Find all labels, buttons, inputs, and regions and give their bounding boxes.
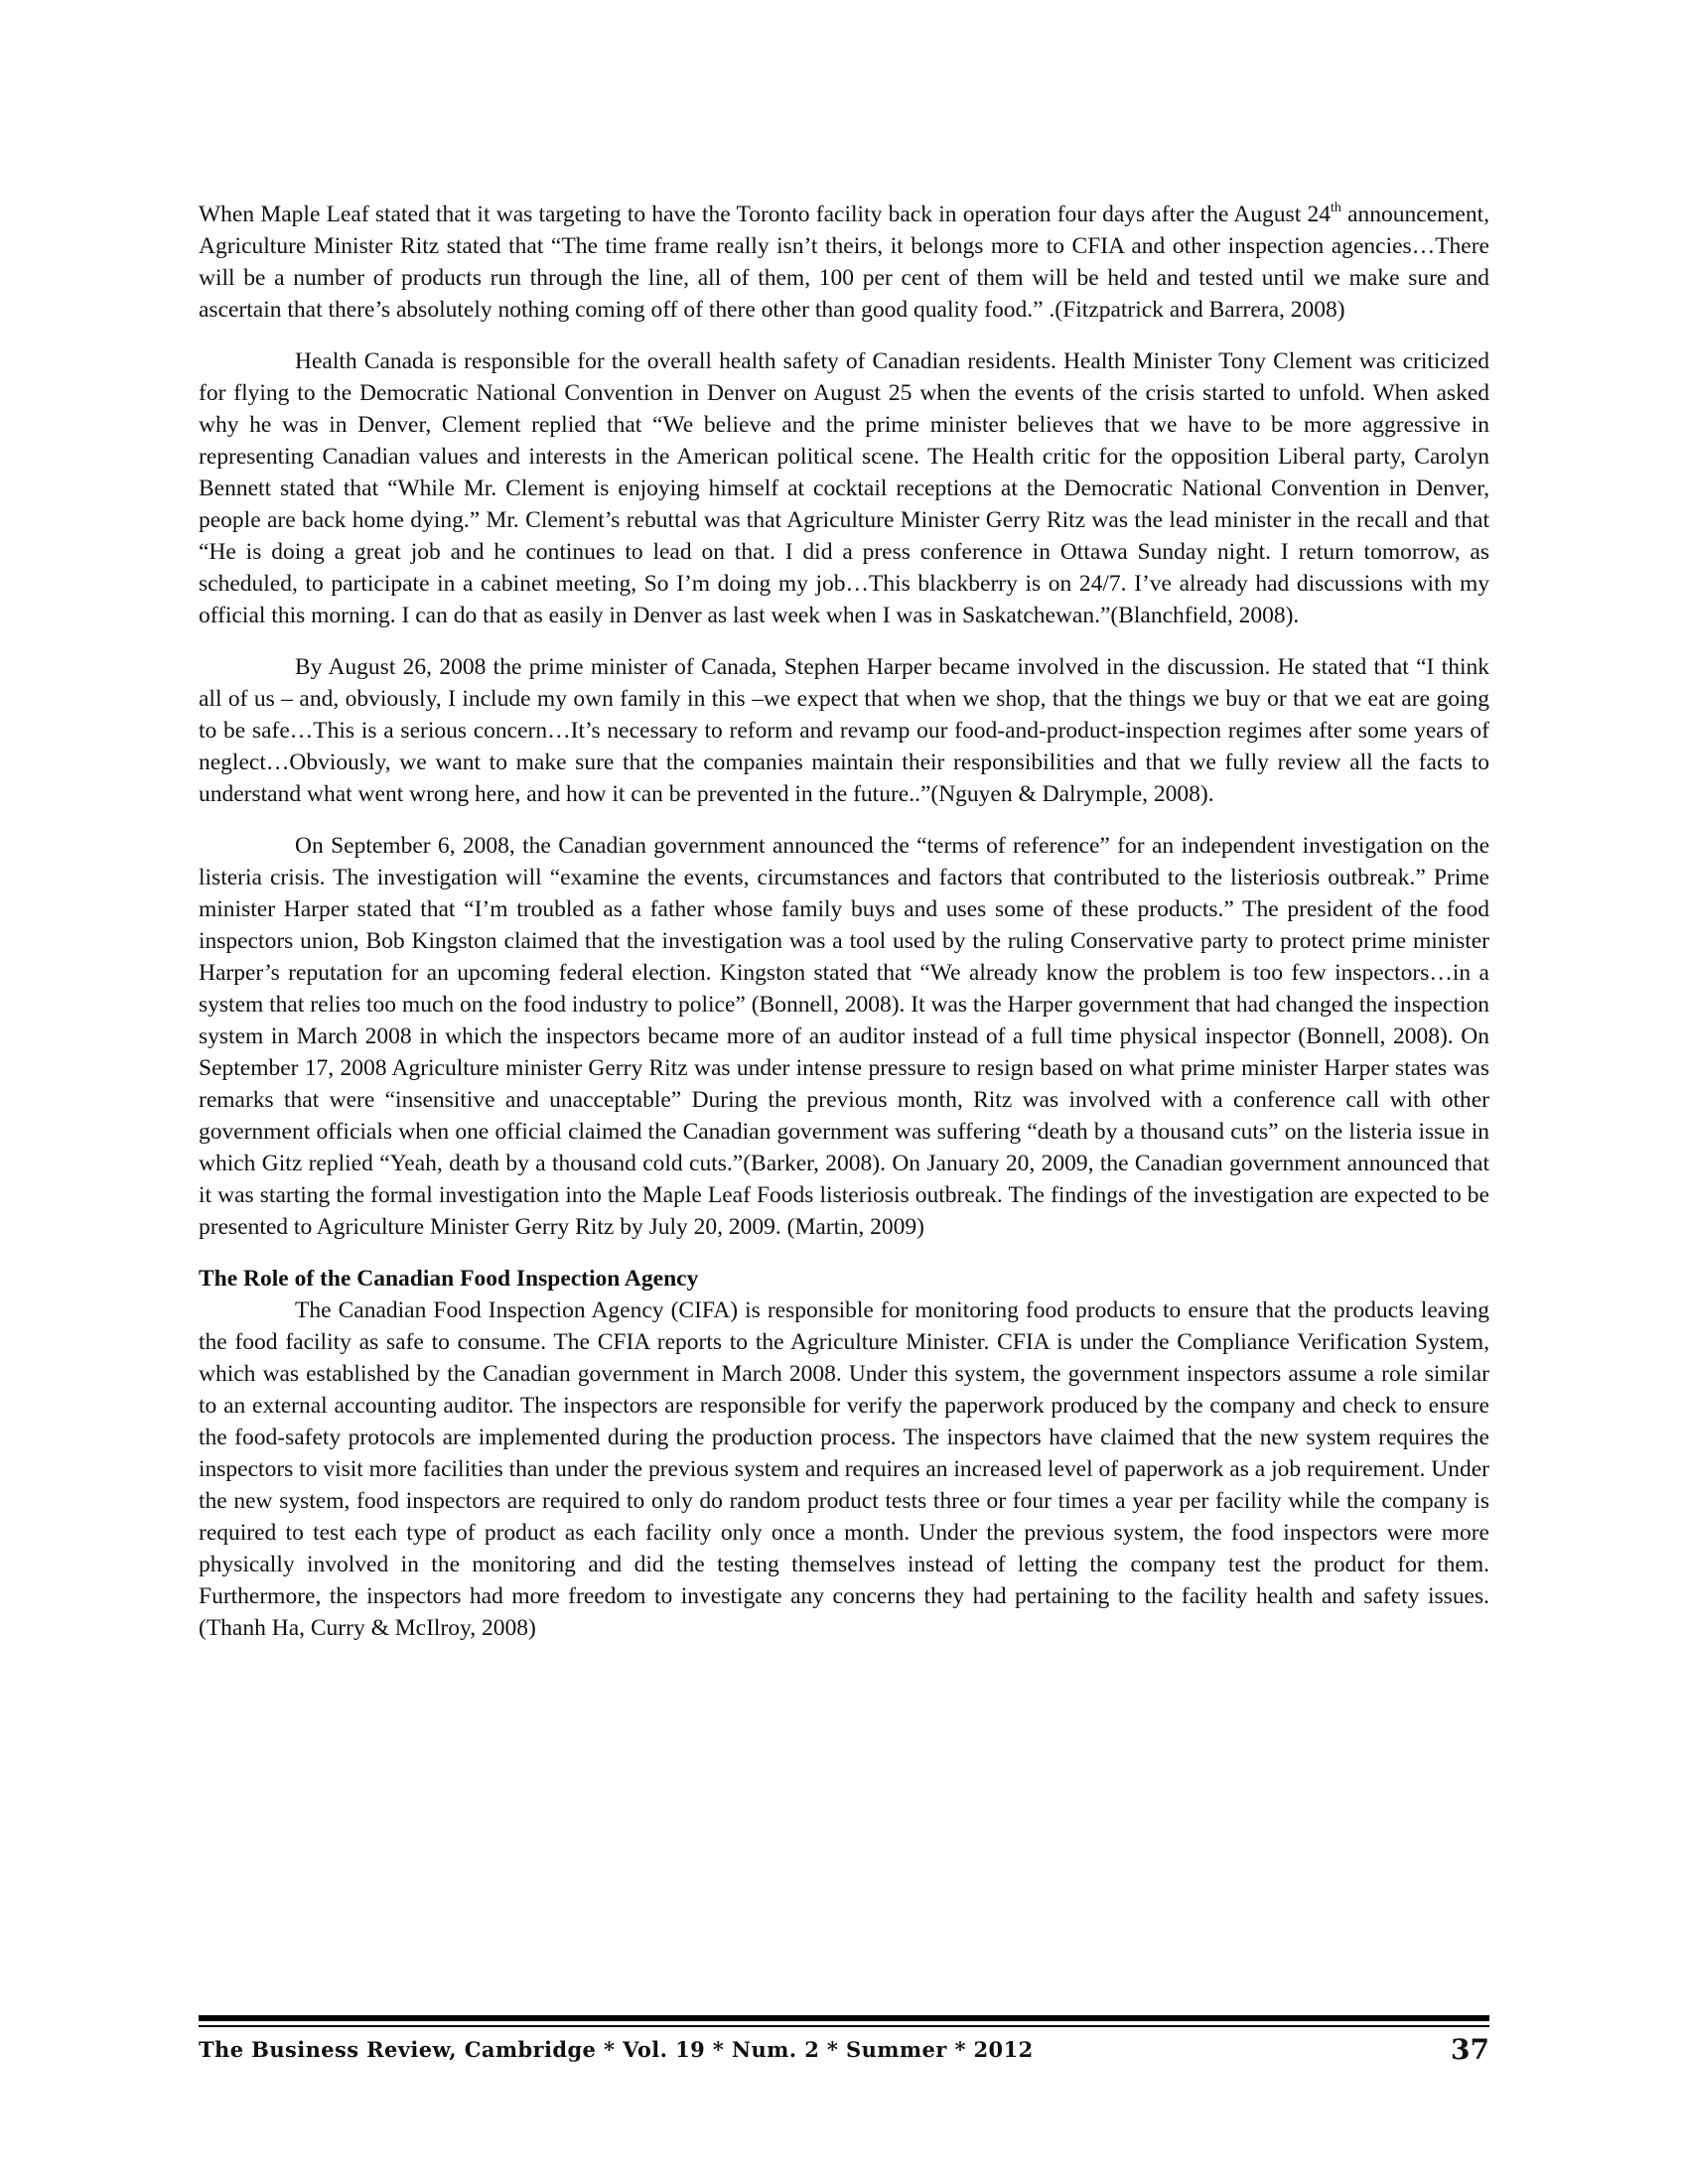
- paragraph-3: By August 26, 2008 the prime minister of Canada, Stephen Harper became involved in the discussion. He stated that “I think all of us – and, obviously, I include my own family in this –we expect that when we shop, that the things we buy or that we eat are going to be safe…This is a serious concern…It’s necessary to reform and revamp our food-and-product-inspection regimes after some years of neglect…Obviously, we want to make sure that the companies maintain their responsibilities and that we fully review all the facts to understand what went wrong here, and how it can be prevented in the future..”(Nguyen & Dalrymple, 2008).: [199, 654, 1489, 807]
- paragraph-1-end: announcement, Agriculture Minister Ritz stated that “The time frame really isn’t theirs, it belongs more to CFIA and other inspection agencies…There will be a number of products run through the line, all of them, 100 per cent of them will be held and tested until we make sure and ascertain that there’s absolutely nothing coming off of there other than good quality food.” .(Fitzpatrick and Barrera, 2008): [199, 202, 1490, 323]
- ordinal-suffix: th: [1330, 201, 1341, 215]
- footer-rule-thick: [199, 2015, 1489, 2021]
- paragraph-5: The Canadian Food Inspection Agency (CIFA) is responsible for monitoring food products to ensure that the products leaving the food facility as safe to consume. The CFIA reports to the Agriculture Minister. CFIA is under the Compliance Verification System, which was established by the Canadian government in March 2008. Under this system, the government inspectors assume a role similar to an external accounting auditor. The inspectors are responsible for verify the paperwork produced by the company and check to ensure the food-safety protocols are implemented during the production process. The inspectors have claimed that the new system requires the inspectors to visit more facilities than under the previous system and requires an increased level of paperwork as a job requirement. Under the new system, food inspectors are required to only do random product tests three or four times a year per facility while the company is required to test each type of product as each facility only once a month. Under the previous system, the food inspectors were more physically involved in the monitoring and did the testing themselves instead of letting the company test the product for them. Furthermore, the inspectors had more freedom to investigate any concerns they had pertaining to the facility health and safety issues. (Thanh Ha, Curry & McIlroy, 2008): [199, 1297, 1489, 1641]
- page-number: 37: [1451, 2033, 1489, 2066]
- journal-footer: The Business Review, Cambridge * Vol. 19 * Num. 2 * Summer * 2012: [199, 2037, 1034, 2062]
- paragraph-1-start: When Maple Leaf stated that it was targeting to have the Toronto facility back in operation four days after the August 24: [199, 202, 1331, 227]
- article-body: [199, 199, 1489, 1664]
- paragraph-4: On September 6, 2008, the Canadian government announced the “terms of reference” for an independent investigation on the listeria crisis. The investigation will “examine the events, circumstances and factors that contributed to the listeriosis outbreak.” Prime minister Harper stated that “I’m troubled as a father whose family buys and uses some of these products.” The president of the food inspectors union, Bob Kingston claimed that the investigation was a tool used by the ruling Conservative party to protect prime minister Harper’s reputation for an upcoming federal election. Kingston stated that “We already know the problem is too few inspectors…in a system that relies too much on the food industry to police” (Bonnell, 2008). It was the Harper government that had changed the inspection system in March 2008 in which the inspectors became more of an auditor instead of a full time physical inspector (Bonnell, 2008). On September 17, 2008 Agriculture minister Gerry Ritz was under intense pressure to resign based on what prime minister Harper states was remarks that were “insensitive and unacceptable” During the previous month, Ritz was involved with a conference call with other government officials when one official claimed the Canadian government was suffering “death by a thousand cuts” on the listeria issue in which Gitz replied “Yeah, death by a thousand cold cuts.”(Barker, 2008). On January 20, 2009, the Canadian government announced that it was starting the formal investigation into the Maple Leaf Foods listeriosis outbreak. The findings of the investigation are expected to be presented to Agriculture Minister Gerry Ritz by July 20, 2009. (Martin, 2009): [199, 833, 1490, 1240]
- section-heading: The Role of the Canadian Food Inspection Agency: [199, 1266, 699, 1292]
- footer-rule-thin: [199, 2025, 1489, 2027]
- paragraph-2: Health Canada is responsible for the overall health safety of Canadian residents. Health Minister Tony Clement was criticized for flying to the Democratic National Convention in Denver on August 25 when the events of the crisis started to unfold. When asked why he was in Denver, Clement replied that “We believe and the prime minister believes that we have to be more aggressive in representing Canadian values and interests in the American political scene. The Health critic for the opposition Liberal party, Carolyn Bennett stated that “While Mr. Clement is enjoying himself at cocktail receptions at the Democratic National Convention in Denver, people are back home dying.” Mr. Clement’s rebuttal was that Agriculture Minister Gerry Ritz was the lead minister in the recall and that “He is doing a great job and he continues to lead on that. I did a press conference in Ottawa Sunday night. I return tomorrow, as scheduled, to participate in a cabinet meeting, So I’m doing my job…This blackberry is on 24/7. I’ve already had discussions with my official this morning. I can do that as easily in Denver as last week when I was in Saskatchewan.”(Blanchfield, 2008).: [199, 348, 1489, 628]
- paragraph-1: [199, 199, 1489, 326]
